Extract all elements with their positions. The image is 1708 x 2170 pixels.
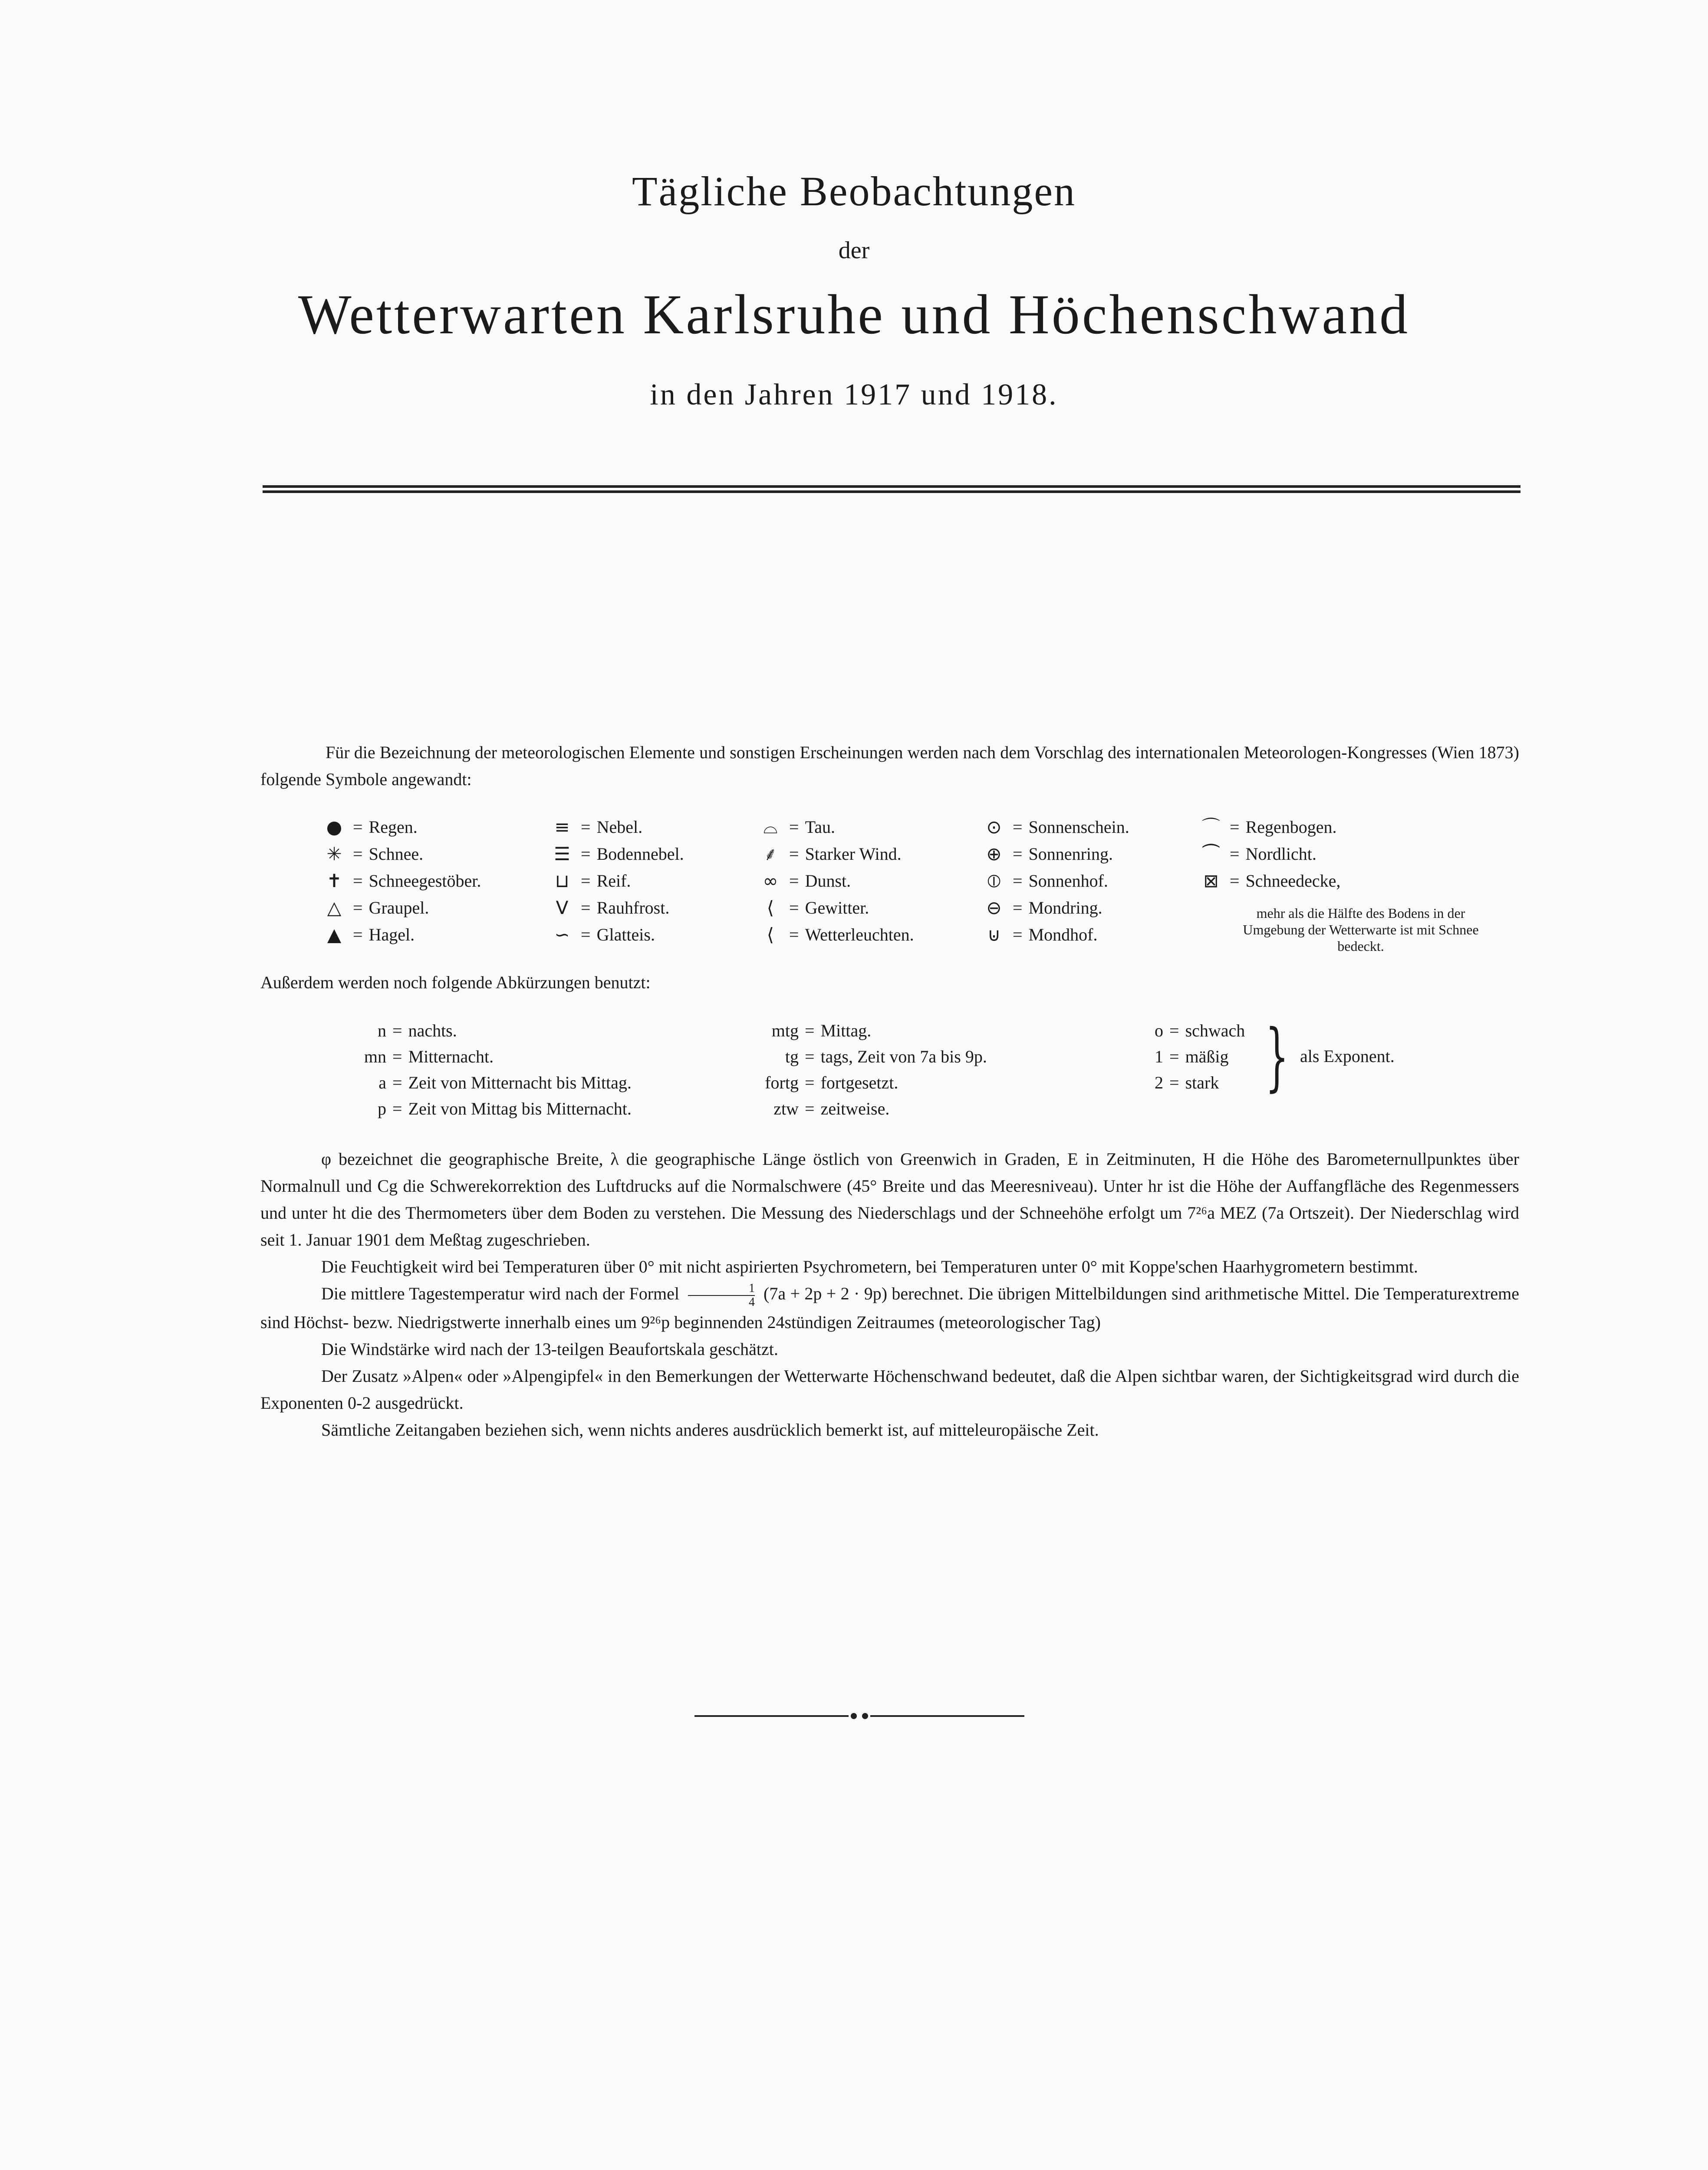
snow-cover-note: mehr als die Hälfte des Bodens in der Umgebung der Wetterwarte ist mit Schnee bedeckt. [1243, 905, 1479, 954]
thunderstorm-icon: ⟨ [767, 897, 774, 918]
symbol-label: Hagel. [369, 925, 415, 944]
title-der: der [838, 237, 870, 264]
symbol-entry [547, 841, 684, 868]
ornament-divider [694, 1712, 1024, 1719]
fraction-one-quarter: $\frac{1}{4}$ [688, 1282, 755, 1309]
equals-sign: = [353, 871, 363, 891]
hail-icon: ▲ [327, 924, 342, 945]
equals-sign: = [581, 898, 591, 917]
equals-sign: = [392, 1099, 402, 1118]
symbol-label: Schnee. [369, 844, 424, 864]
symbol-label: Mondring. [1028, 898, 1102, 917]
abbreviation-entry [734, 1096, 987, 1122]
symbol-entry [979, 921, 1129, 948]
equals-sign: = [1013, 925, 1023, 944]
abbreviation-key: o [1155, 1021, 1163, 1040]
abbreviation-entry [313, 1096, 632, 1122]
symbol-entry [319, 841, 481, 868]
abbreviation-entry [1137, 1044, 1245, 1070]
symbol-entry [1196, 868, 1340, 894]
symbol-column-1 [319, 814, 481, 948]
equals-sign: = [353, 844, 363, 864]
symbol-entry [1196, 841, 1340, 868]
equals-sign: = [353, 817, 363, 837]
symbol-entry [319, 868, 481, 894]
equals-sign: = [789, 898, 799, 917]
abbreviation-value: tags, Zeit von 7a bis 9p. [820, 1047, 987, 1066]
equals-sign: = [1013, 817, 1023, 837]
abbreviation-value: nachts. [408, 1021, 457, 1040]
equals-sign: = [805, 1099, 815, 1118]
symbol-entry [319, 921, 481, 948]
aurora-icon: ⏜ [1202, 843, 1220, 865]
symbol-entry [755, 868, 914, 894]
abbreviation-value: Mitternacht. [408, 1047, 494, 1066]
symbol-entry [979, 868, 1129, 894]
equals-sign: = [1013, 898, 1023, 917]
symbol-label: Nebel. [596, 817, 643, 837]
paragraph-coordinates: φ bezeichnet die geographische Breite, λ die geographische Länge östlich von Greenwich in Graden, E in Zeitminuten, H die Höhe des Barometernullpunktes über Normalnull und Cg die Schwerekorrektion des Luftdrucks auf die Normalschwere (45° Breite und das Meeresniveau). Unter hr ist die Höhe der Auffangfläche des Regenmessers und unter ht die des Thermometers über dem Boden zu verstehen. Die Messung des Niederschlags und der Schneehöhe erfolgt um 7²⁶a MEZ (7a Ortszeit). Der Niederschlag wird seit 1. Januar 1901 dem Meßtag zugeschrieben. [260, 1149, 1519, 1249]
abbreviation-value: Zeit von Mittag bis Mitternacht. [408, 1099, 632, 1118]
exponent-label: als Exponent. [1300, 1046, 1395, 1066]
symbol-label: Sonnenschein. [1028, 817, 1129, 837]
equals-sign: = [581, 844, 591, 864]
symbol-label: Graupel. [369, 898, 429, 917]
abbreviation-value: Zeit von Mitternacht bis Mittag. [408, 1073, 632, 1092]
symbol-entry [547, 868, 684, 894]
sheet-lightning-icon: ⟨ [767, 924, 774, 945]
symbol-label: Reif. [596, 871, 631, 891]
equals-sign: = [789, 844, 799, 864]
equals-sign: = [1013, 844, 1023, 864]
abbreviation-value: schwach [1185, 1021, 1245, 1040]
explanation-paragraphs [260, 1146, 1519, 1443]
double-rule-divider [263, 485, 1520, 493]
ground-fog-icon: ☰ [554, 843, 570, 865]
rainbow-icon: ⌒ [1201, 816, 1220, 838]
symbol-entry [319, 894, 481, 921]
equals-sign: = [1169, 1073, 1179, 1092]
abbreviation-column-2 [734, 1018, 987, 1122]
equals-sign: = [805, 1021, 815, 1040]
equals-sign: = [1169, 1021, 1179, 1040]
symbol-label: Gewitter. [805, 898, 869, 917]
abbreviation-entry [734, 1018, 987, 1044]
abbreviation-column-3 [1137, 1018, 1245, 1096]
equals-sign: = [392, 1073, 402, 1092]
haze-icon: ∞ [763, 870, 778, 891]
abbreviation-key: p [378, 1099, 386, 1118]
title-years: in den Jahren 1917 und 1918. [650, 378, 1058, 411]
symbol-label: Regenbogen. [1245, 817, 1337, 837]
snow-icon: ✳ [326, 843, 342, 865]
paragraph-temperature: Die mittlere Tagestemperatur wird nach der Formel $\frac{1}{4}$ (7a + 2p + 2 · 9p) berechnet. Die übrigen Mittelbildungen sind arithmetische Mittel. Die Temperaturextreme sind Höchst- bezw. Niedrigstwerte innerhalb eines um 9²⁶p beginnenden 24stündigen Zeitraumes (meteorologischer Tag) [260, 1281, 1519, 1332]
symbol-label: Regen. [369, 817, 418, 837]
moon-ring-icon: ⊖ [986, 897, 1002, 918]
glaze-icon: ∽ [554, 924, 570, 945]
symbol-entry [979, 894, 1129, 921]
graupel-icon: △ [327, 897, 342, 918]
abbreviation-entry [313, 1018, 632, 1044]
rime-icon: V [556, 897, 569, 918]
paragraph-alps: Der Zusatz »Alpen« oder »Alpengipfel« in den Bemerkungen der Wetterwarte Höchenschwand bedeutet, daß die Alpen sichtbar waren, der Sichtigkeitsgrad wird durch die Exponenten 0-2 ausgedrückt. [260, 1366, 1519, 1413]
symbol-entry [755, 894, 914, 921]
page-title: Wetterwarten Karlsruhe und Höchenschwand [298, 283, 1410, 346]
abbreviation-value: zeitweise. [820, 1099, 890, 1118]
abbreviation-entry [1137, 1018, 1245, 1044]
fog-icon: ≡ [554, 816, 570, 838]
abbreviation-value: mäßig [1185, 1047, 1229, 1066]
equals-sign: = [392, 1047, 402, 1066]
abbreviation-entry [1137, 1070, 1245, 1096]
equals-sign: = [1013, 871, 1023, 891]
equals-sign: = [1230, 844, 1240, 864]
abbreviation-column-1 [313, 1018, 632, 1122]
equals-sign: = [1230, 871, 1240, 891]
abbreviation-key: tg [785, 1047, 799, 1066]
paragraph-time: Sämtliche Zeitangaben beziehen sich, wenn nichts anderes ausdrücklich bemerkt ist, auf mitteleuropäische Zeit. [321, 1420, 1099, 1440]
equals-sign: = [353, 898, 363, 917]
abbreviations-intro: Außerdem werden noch folgende Abkürzungen benutzt: [260, 973, 651, 992]
symbol-label: Rauhfrost. [596, 898, 670, 917]
equals-sign: = [1169, 1047, 1179, 1066]
abbreviation-key: ztw [773, 1099, 799, 1118]
abbreviation-key: n [378, 1021, 386, 1040]
equals-sign: = [789, 817, 799, 837]
abbreviation-key: fortg [765, 1073, 799, 1092]
symbol-entry [547, 921, 684, 948]
abbreviation-key: 1 [1155, 1047, 1163, 1066]
symbol-column-4 [979, 814, 1129, 948]
abbreviation-entry [734, 1044, 987, 1070]
symbol-entry [979, 841, 1129, 868]
symbol-column-3 [755, 814, 914, 948]
abbreviation-key: 2 [1155, 1073, 1163, 1092]
symbol-entry [755, 841, 914, 868]
equals-sign: = [805, 1047, 815, 1066]
abbreviation-entry [313, 1070, 632, 1096]
abbreviation-value: stark [1185, 1073, 1219, 1092]
paragraph-humidity: Die Feuchtigkeit wird bei Temperaturen über 0° mit nicht aspirierten Psychrometern, bei Temperaturen unter 0° mit Koppe'schen Haarhygrometern bestimmt. [321, 1257, 1418, 1276]
abbreviation-value: fortgesetzt. [820, 1073, 898, 1092]
sun-ring-icon: ⊕ [986, 843, 1002, 865]
intro-paragraph: Für die Bezeichnung der meteorologischen Elemente und sonstigen Erscheinungen werden nach dem Vorschlag des internationalen Meteorologen-Kongresses (Wien 1873) folgende Symbole angewandt: [260, 743, 1519, 789]
symbol-entry [755, 921, 914, 948]
equals-sign: = [789, 925, 799, 944]
symbol-label: Glatteis. [596, 925, 655, 944]
title-line-1: Tägliche Beobachtungen [632, 168, 1076, 214]
dew-icon: ⌓ [763, 816, 778, 838]
symbol-label: Schneegestöber. [369, 871, 481, 891]
equals-sign: = [805, 1073, 815, 1092]
hoarfrost-icon: ⊔ [555, 870, 569, 891]
symbol-entry [547, 814, 684, 841]
abbreviation-key: a [378, 1073, 386, 1092]
equals-sign: = [581, 817, 591, 837]
symbol-label: Nordlicht. [1245, 844, 1316, 864]
snow-cover-icon: ⊠ [1203, 870, 1219, 891]
curly-brace: } [1265, 1014, 1289, 1100]
abbreviation-key: mtg [771, 1021, 799, 1040]
equals-sign: = [581, 925, 591, 944]
equals-sign: = [353, 925, 363, 944]
moon-halo-icon: ⊍ [987, 924, 1001, 945]
equals-sign: = [789, 871, 799, 891]
symbol-entry [547, 894, 684, 921]
symbol-label: Tau. [805, 817, 835, 837]
symbol-entry [979, 814, 1129, 841]
symbol-entry [319, 814, 481, 841]
symbol-label: Starker Wind. [805, 844, 902, 864]
paragraph-wind: Die Windstärke wird nach der 13-teilgen Beaufortskala geschätzt. [321, 1339, 778, 1359]
abbreviation-entry [734, 1070, 987, 1096]
abbreviation-entry [313, 1044, 632, 1070]
symbol-label: Wetterleuchten. [805, 925, 914, 944]
equals-sign: = [581, 871, 591, 891]
snowdrift-icon: ✝ [326, 870, 342, 891]
abbreviation-value: Mittag. [820, 1021, 872, 1040]
symbol-label: Schneedecke, [1245, 871, 1341, 891]
symbol-label: Sonnenhof. [1028, 871, 1108, 891]
symbol-label: Bodennebel. [596, 844, 684, 864]
symbol-column-2 [547, 814, 684, 948]
symbol-label: Dunst. [805, 871, 851, 891]
symbol-entry [1196, 814, 1340, 841]
equals-sign: = [392, 1021, 402, 1040]
symbol-column-5 [1196, 814, 1340, 894]
symbol-entry [755, 814, 914, 841]
sunshine-icon: ⊙ [986, 816, 1002, 838]
symbol-label: Mondhof. [1028, 925, 1098, 944]
equals-sign: = [1230, 817, 1240, 837]
symbol-label: Sonnenring. [1028, 844, 1113, 864]
rain-icon: ● [326, 816, 342, 838]
strong-wind-icon: ⸙ [763, 843, 777, 865]
sun-halo-icon: ⦶ [987, 870, 1001, 891]
abbreviation-key: mn [364, 1047, 386, 1066]
